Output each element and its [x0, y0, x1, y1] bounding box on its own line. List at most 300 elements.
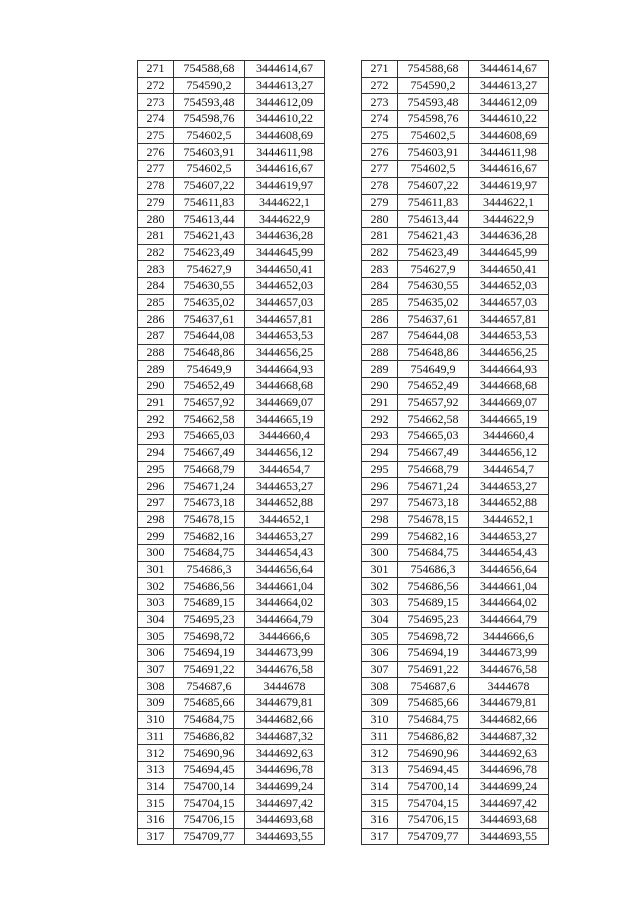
- x-coordinate-cell: 754648,86: [398, 344, 469, 361]
- table-row: [362, 328, 549, 345]
- table-row: [138, 294, 325, 311]
- point-number-cell: 304: [138, 611, 174, 628]
- point-number-cell: 293: [138, 428, 174, 445]
- x-coordinate-cell: 754621,43: [174, 227, 245, 244]
- y-coordinate-cell: 3444610,22: [245, 111, 325, 128]
- x-coordinate-cell: 754686,3: [398, 561, 469, 578]
- table-row: [362, 728, 549, 745]
- y-coordinate-cell: 3444668,68: [469, 378, 549, 395]
- y-coordinate-cell: 3444687,32: [245, 728, 325, 745]
- point-number-cell: 309: [138, 695, 174, 712]
- x-coordinate-cell: 754627,9: [174, 261, 245, 278]
- point-number-cell: 295: [138, 461, 174, 478]
- point-number-cell: 293: [362, 428, 398, 445]
- table-row: [138, 211, 325, 228]
- point-number-cell: 279: [138, 194, 174, 211]
- table-row: [138, 544, 325, 561]
- table-row: [362, 578, 549, 595]
- point-number-cell: 301: [138, 561, 174, 578]
- x-coordinate-cell: 754700,14: [398, 778, 469, 795]
- point-number-cell: 273: [362, 94, 398, 111]
- point-number-cell: 304: [362, 611, 398, 628]
- point-number-cell: 313: [138, 761, 174, 778]
- point-number-cell: 316: [362, 811, 398, 828]
- point-number-cell: 283: [138, 261, 174, 278]
- y-coordinate-cell: 3444652,88: [245, 494, 325, 511]
- y-coordinate-cell: 3444614,67: [469, 61, 549, 78]
- y-coordinate-cell: 3444661,04: [469, 578, 549, 595]
- table-row: [138, 161, 325, 178]
- y-coordinate-cell: 3444654,7: [469, 461, 549, 478]
- point-number-cell: 285: [138, 294, 174, 311]
- table-row: [362, 745, 549, 762]
- point-number-cell: 285: [362, 294, 398, 311]
- table-row: [362, 511, 549, 528]
- x-coordinate-cell: 754698,72: [398, 628, 469, 645]
- y-coordinate-cell: 3444664,93: [469, 361, 549, 378]
- y-coordinate-cell: 3444652,03: [245, 277, 325, 294]
- y-coordinate-cell: 3444697,42: [245, 795, 325, 812]
- x-coordinate-cell: 754662,58: [398, 411, 469, 428]
- table-row: [138, 61, 325, 78]
- point-number-cell: 306: [138, 645, 174, 662]
- x-coordinate-cell: 754695,23: [174, 611, 245, 628]
- y-coordinate-cell: 3444653,53: [469, 328, 549, 345]
- y-coordinate-cell: 3444653,27: [245, 528, 325, 545]
- table-body: [362, 61, 549, 845]
- point-number-cell: 298: [138, 511, 174, 528]
- point-number-cell: 295: [362, 461, 398, 478]
- y-coordinate-cell: 3444616,67: [245, 161, 325, 178]
- x-coordinate-cell: 754635,02: [398, 294, 469, 311]
- x-coordinate-cell: 754644,08: [398, 328, 469, 345]
- y-coordinate-cell: 3444622,9: [245, 211, 325, 228]
- table-row: [138, 645, 325, 662]
- table-row: [138, 478, 325, 495]
- y-coordinate-cell: 3444699,24: [469, 778, 549, 795]
- y-coordinate-cell: 3444693,55: [469, 828, 549, 845]
- point-number-cell: 276: [362, 144, 398, 161]
- x-coordinate-cell: 754602,5: [398, 161, 469, 178]
- point-number-cell: 273: [138, 94, 174, 111]
- y-coordinate-cell: 3444622,1: [245, 194, 325, 211]
- point-number-cell: 272: [362, 77, 398, 94]
- x-coordinate-cell: 754607,22: [398, 177, 469, 194]
- point-number-cell: 278: [138, 177, 174, 194]
- x-coordinate-cell: 754644,08: [174, 328, 245, 345]
- x-coordinate-cell: 754607,22: [174, 177, 245, 194]
- table-row: [362, 828, 549, 845]
- x-coordinate-cell: 754593,48: [174, 94, 245, 111]
- table-row: [362, 678, 549, 695]
- table-row: [138, 711, 325, 728]
- x-coordinate-cell: 754689,15: [174, 595, 245, 612]
- x-coordinate-cell: 754686,82: [398, 728, 469, 745]
- x-coordinate-cell: 754668,79: [174, 461, 245, 478]
- y-coordinate-cell: 3444608,69: [245, 127, 325, 144]
- x-coordinate-cell: 754602,5: [174, 161, 245, 178]
- point-number-cell: 283: [362, 261, 398, 278]
- x-coordinate-cell: 754649,9: [398, 361, 469, 378]
- point-number-cell: 292: [138, 411, 174, 428]
- y-coordinate-cell: 3444692,63: [245, 745, 325, 762]
- point-number-cell: 306: [362, 645, 398, 662]
- table-row: [138, 528, 325, 545]
- y-coordinate-cell: 3444608,69: [469, 127, 549, 144]
- x-coordinate-cell: 754673,18: [174, 494, 245, 511]
- table-row: [362, 778, 549, 795]
- y-coordinate-cell: 3444657,03: [245, 294, 325, 311]
- y-coordinate-cell: 3444657,81: [245, 311, 325, 328]
- point-number-cell: 312: [138, 745, 174, 762]
- y-coordinate-cell: 3444693,55: [245, 828, 325, 845]
- table-row: [362, 361, 549, 378]
- table-row: [362, 311, 549, 328]
- table-row: [362, 595, 549, 612]
- table-row: [362, 411, 549, 428]
- table-row: [138, 328, 325, 345]
- table-row: [138, 444, 325, 461]
- table-row: [138, 361, 325, 378]
- x-coordinate-cell: 754678,15: [398, 511, 469, 528]
- x-coordinate-cell: 754684,75: [398, 711, 469, 728]
- point-number-cell: 313: [362, 761, 398, 778]
- x-coordinate-cell: 754665,03: [398, 428, 469, 445]
- y-coordinate-cell: 3444654,43: [245, 544, 325, 561]
- x-coordinate-cell: 754687,6: [174, 678, 245, 695]
- table-row: [362, 177, 549, 194]
- x-coordinate-cell: 754709,77: [398, 828, 469, 845]
- point-number-cell: 276: [138, 144, 174, 161]
- point-number-cell: 309: [362, 695, 398, 712]
- y-coordinate-cell: 3444657,81: [469, 311, 549, 328]
- table-row: [138, 628, 325, 645]
- y-coordinate-cell: 3444613,27: [469, 77, 549, 94]
- point-number-cell: 271: [138, 61, 174, 78]
- x-coordinate-cell: 754686,56: [174, 578, 245, 595]
- table-row: [138, 511, 325, 528]
- x-coordinate-cell: 754709,77: [174, 828, 245, 845]
- x-coordinate-cell: 754678,15: [174, 511, 245, 528]
- table-row: [362, 628, 549, 645]
- point-number-cell: 303: [362, 595, 398, 612]
- table-row: [362, 478, 549, 495]
- y-coordinate-cell: 3444656,25: [245, 344, 325, 361]
- y-coordinate-cell: 3444661,04: [245, 578, 325, 595]
- table-row: [138, 561, 325, 578]
- point-number-cell: 291: [362, 394, 398, 411]
- point-number-cell: 311: [362, 728, 398, 745]
- y-coordinate-cell: 3444676,58: [245, 661, 325, 678]
- table-row: [362, 111, 549, 128]
- x-coordinate-cell: 754684,75: [174, 544, 245, 561]
- table-row: [138, 311, 325, 328]
- y-coordinate-cell: 3444682,66: [469, 711, 549, 728]
- point-number-cell: 279: [362, 194, 398, 211]
- table-row: [362, 461, 549, 478]
- point-number-cell: 280: [362, 211, 398, 228]
- y-coordinate-cell: 3444696,78: [245, 761, 325, 778]
- point-number-cell: 274: [138, 111, 174, 128]
- y-coordinate-cell: 3444654,7: [245, 461, 325, 478]
- table-row: [138, 461, 325, 478]
- table-row: [138, 344, 325, 361]
- table-row: [362, 394, 549, 411]
- x-coordinate-cell: 754603,91: [174, 144, 245, 161]
- point-number-cell: 284: [362, 277, 398, 294]
- table-row: [362, 161, 549, 178]
- table-row: [362, 344, 549, 361]
- table-row: [362, 661, 549, 678]
- point-number-cell: 274: [362, 111, 398, 128]
- point-number-cell: 299: [138, 528, 174, 545]
- table-row: [362, 194, 549, 211]
- table-row: [138, 227, 325, 244]
- y-coordinate-cell: 3444666,6: [469, 628, 549, 645]
- point-number-cell: 312: [362, 745, 398, 762]
- table-row: [362, 795, 549, 812]
- x-coordinate-cell: 754698,72: [174, 628, 245, 645]
- table-row: [138, 194, 325, 211]
- y-coordinate-cell: 3444612,09: [245, 94, 325, 111]
- x-coordinate-cell: 754652,49: [398, 378, 469, 395]
- table-row: [138, 111, 325, 128]
- point-number-cell: 314: [138, 778, 174, 795]
- y-coordinate-cell: 3444650,41: [469, 261, 549, 278]
- x-coordinate-cell: 754700,14: [174, 778, 245, 795]
- y-coordinate-cell: 3444652,88: [469, 494, 549, 511]
- table-row: [362, 761, 549, 778]
- table-row: [362, 544, 549, 561]
- point-number-cell: 289: [362, 361, 398, 378]
- x-coordinate-cell: 754704,15: [174, 795, 245, 812]
- table-row: [362, 811, 549, 828]
- table-row: [138, 127, 325, 144]
- table-row: [362, 144, 549, 161]
- point-number-cell: 305: [362, 628, 398, 645]
- x-coordinate-cell: 754685,66: [174, 695, 245, 712]
- x-coordinate-cell: 754598,76: [174, 111, 245, 128]
- y-coordinate-cell: 3444678: [245, 678, 325, 695]
- y-coordinate-cell: 3444660,4: [245, 428, 325, 445]
- table-row: [362, 611, 549, 628]
- table-row: [362, 444, 549, 461]
- x-coordinate-cell: 754590,2: [398, 77, 469, 94]
- table-row: [138, 795, 325, 812]
- x-coordinate-cell: 754682,16: [174, 528, 245, 545]
- table-row: [362, 61, 549, 78]
- x-coordinate-cell: 754630,55: [174, 277, 245, 294]
- point-number-cell: 310: [362, 711, 398, 728]
- y-coordinate-cell: 3444656,12: [469, 444, 549, 461]
- table-row: [362, 211, 549, 228]
- x-coordinate-cell: 754686,3: [174, 561, 245, 578]
- y-coordinate-cell: 3444664,93: [245, 361, 325, 378]
- table-row: [362, 378, 549, 395]
- table-row: [138, 811, 325, 828]
- point-number-cell: 303: [138, 595, 174, 612]
- y-coordinate-cell: 3444669,07: [469, 394, 549, 411]
- point-number-cell: 282: [362, 244, 398, 261]
- y-coordinate-cell: 3444669,07: [245, 394, 325, 411]
- y-coordinate-cell: 3444665,19: [245, 411, 325, 428]
- point-number-cell: 275: [138, 127, 174, 144]
- y-coordinate-cell: 3444664,79: [469, 611, 549, 628]
- y-coordinate-cell: 3444665,19: [469, 411, 549, 428]
- x-coordinate-cell: 754691,22: [174, 661, 245, 678]
- y-coordinate-cell: 3444653,27: [469, 478, 549, 495]
- x-coordinate-cell: 754694,19: [398, 645, 469, 662]
- point-number-cell: 299: [362, 528, 398, 545]
- coordinates-table-left: [137, 60, 325, 845]
- point-number-cell: 281: [362, 227, 398, 244]
- table-row: [138, 695, 325, 712]
- y-coordinate-cell: 3444692,63: [469, 745, 549, 762]
- y-coordinate-cell: 3444652,1: [245, 511, 325, 528]
- table-row: [362, 77, 549, 94]
- table-row: [362, 277, 549, 294]
- y-coordinate-cell: 3444656,12: [245, 444, 325, 461]
- table-row: [362, 695, 549, 712]
- point-number-cell: 301: [362, 561, 398, 578]
- table-row: [138, 578, 325, 595]
- x-coordinate-cell: 754682,16: [398, 528, 469, 545]
- x-coordinate-cell: 754602,5: [174, 127, 245, 144]
- point-number-cell: 282: [138, 244, 174, 261]
- point-number-cell: 289: [138, 361, 174, 378]
- y-coordinate-cell: 3444656,64: [469, 561, 549, 578]
- y-coordinate-cell: 3444611,98: [469, 144, 549, 161]
- point-number-cell: 290: [138, 378, 174, 395]
- point-number-cell: 294: [362, 444, 398, 461]
- x-coordinate-cell: 754623,49: [398, 244, 469, 261]
- x-coordinate-cell: 754690,96: [398, 745, 469, 762]
- point-number-cell: 315: [138, 795, 174, 812]
- point-number-cell: 280: [138, 211, 174, 228]
- y-coordinate-cell: 3444610,22: [469, 111, 549, 128]
- x-coordinate-cell: 754621,43: [398, 227, 469, 244]
- table-row: [138, 94, 325, 111]
- x-coordinate-cell: 754667,49: [398, 444, 469, 461]
- table-row: [138, 678, 325, 695]
- table-row: [362, 528, 549, 545]
- table-row: [362, 711, 549, 728]
- y-coordinate-cell: 3444611,98: [245, 144, 325, 161]
- table-row: [138, 77, 325, 94]
- y-coordinate-cell: 3444679,81: [245, 695, 325, 712]
- y-coordinate-cell: 3444697,42: [469, 795, 549, 812]
- table-row: [362, 244, 549, 261]
- table-row: [138, 595, 325, 612]
- x-coordinate-cell: 754690,96: [174, 745, 245, 762]
- table-row: [138, 745, 325, 762]
- y-coordinate-cell: 3444656,64: [245, 561, 325, 578]
- y-coordinate-cell: 3444682,66: [245, 711, 325, 728]
- point-number-cell: 272: [138, 77, 174, 94]
- point-number-cell: 298: [362, 511, 398, 528]
- point-number-cell: 297: [362, 494, 398, 511]
- table-row: [138, 494, 325, 511]
- y-coordinate-cell: 3444664,02: [469, 595, 549, 612]
- y-coordinate-cell: 3444613,27: [245, 77, 325, 94]
- point-number-cell: 314: [362, 778, 398, 795]
- point-number-cell: 300: [362, 544, 398, 561]
- point-number-cell: 317: [362, 828, 398, 845]
- table-row: [138, 778, 325, 795]
- point-number-cell: 300: [138, 544, 174, 561]
- table-row: [362, 494, 549, 511]
- x-coordinate-cell: 754657,92: [174, 394, 245, 411]
- coordinates-table-right: [361, 60, 549, 845]
- y-coordinate-cell: 3444696,78: [469, 761, 549, 778]
- point-number-cell: 307: [362, 661, 398, 678]
- table-row: [138, 394, 325, 411]
- y-coordinate-cell: 3444673,99: [245, 645, 325, 662]
- point-number-cell: 305: [138, 628, 174, 645]
- x-coordinate-cell: 754686,82: [174, 728, 245, 745]
- x-coordinate-cell: 754665,03: [174, 428, 245, 445]
- point-number-cell: 288: [138, 344, 174, 361]
- table-row: [362, 561, 549, 578]
- x-coordinate-cell: 754671,24: [174, 478, 245, 495]
- x-coordinate-cell: 754704,15: [398, 795, 469, 812]
- point-number-cell: 302: [138, 578, 174, 595]
- table-row: [362, 645, 549, 662]
- table-row: [138, 277, 325, 294]
- x-coordinate-cell: 754649,9: [174, 361, 245, 378]
- x-coordinate-cell: 754590,2: [174, 77, 245, 94]
- x-coordinate-cell: 754684,75: [174, 711, 245, 728]
- x-coordinate-cell: 754613,44: [398, 211, 469, 228]
- point-number-cell: 308: [362, 678, 398, 695]
- y-coordinate-cell: 3444622,1: [469, 194, 549, 211]
- y-coordinate-cell: 3444652,03: [469, 277, 549, 294]
- table-row: [138, 661, 325, 678]
- point-number-cell: 296: [362, 478, 398, 495]
- table-row: [362, 227, 549, 244]
- point-number-cell: 297: [138, 494, 174, 511]
- point-number-cell: 296: [138, 478, 174, 495]
- x-coordinate-cell: 754635,02: [174, 294, 245, 311]
- table-row: [362, 294, 549, 311]
- point-number-cell: 294: [138, 444, 174, 461]
- x-coordinate-cell: 754662,58: [174, 411, 245, 428]
- y-coordinate-cell: 3444693,68: [245, 811, 325, 828]
- y-coordinate-cell: 3444622,9: [469, 211, 549, 228]
- x-coordinate-cell: 754611,83: [174, 194, 245, 211]
- point-number-cell: 316: [138, 811, 174, 828]
- y-coordinate-cell: 3444693,68: [469, 811, 549, 828]
- x-coordinate-cell: 754637,61: [174, 311, 245, 328]
- point-number-cell: 291: [138, 394, 174, 411]
- x-coordinate-cell: 754598,76: [398, 111, 469, 128]
- y-coordinate-cell: 3444673,99: [469, 645, 549, 662]
- x-coordinate-cell: 754706,15: [398, 811, 469, 828]
- y-coordinate-cell: 3444699,24: [245, 778, 325, 795]
- y-coordinate-cell: 3444676,58: [469, 661, 549, 678]
- x-coordinate-cell: 754695,23: [398, 611, 469, 628]
- point-number-cell: 308: [138, 678, 174, 695]
- y-coordinate-cell: 3444656,25: [469, 344, 549, 361]
- y-coordinate-cell: 3444645,99: [469, 244, 549, 261]
- table-row: [138, 144, 325, 161]
- x-coordinate-cell: 754689,15: [398, 595, 469, 612]
- y-coordinate-cell: 3444664,02: [245, 595, 325, 612]
- point-number-cell: 307: [138, 661, 174, 678]
- x-coordinate-cell: 754667,49: [174, 444, 245, 461]
- table-body: [138, 61, 325, 845]
- y-coordinate-cell: 3444657,03: [469, 294, 549, 311]
